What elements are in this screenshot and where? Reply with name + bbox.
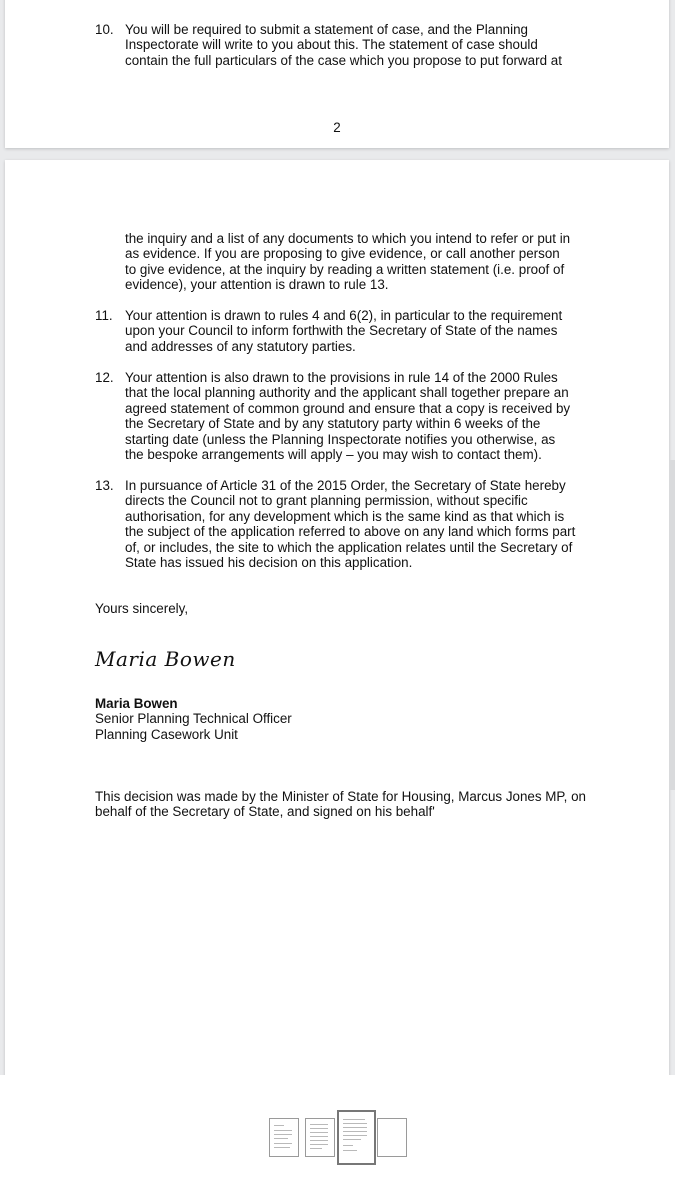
signatory-role: Senior Planning Technical Officer <box>95 711 292 726</box>
clause-number: 13. <box>95 478 114 493</box>
clause-12 <box>95 370 595 462</box>
signatory-name: Maria Bowen <box>95 696 178 711</box>
clause-13 <box>95 478 595 570</box>
clause-11 <box>95 308 595 354</box>
thumbnail-page-2[interactable] <box>305 1118 335 1157</box>
clause-text: You will be required to submit a statement of case, and the Planning Inspectorate will write to you about this. The statement of case should contain the full particulars of the case which you propose to put forward at <box>125 22 562 68</box>
clause-text: Your attention is drawn to rules 4 and 6(2), in particular to the requirement upon your Council to inform forthwith the Secretary of State of the names and addresses of any statutory parties. <box>125 308 563 354</box>
continuation-paragraph: the inquiry and a list of any documents to which you intend to refer or put in as evidence. If you are proposing to give evidence, or call another person to give evidence, at the inquiry by reading a written statement (i.e. proof of evidence), your attention is drawn to rule 13. <box>125 231 571 293</box>
clause-number: 10. <box>95 22 114 37</box>
clause-10 <box>95 22 595 68</box>
page-number: 2 <box>333 120 341 135</box>
clause-text: Your attention is also drawn to the provisions in rule 14 of the 2000 Rules that the local planning authority and the applicant shall together prepare an agreed statement of common ground and ensure that a copy is received by the Secretary of State and by any statutory party within 6 weeks of the starting date (unless the Planning Inspectorate notifies you otherwise, as the bespoke arrangements will apply – you may wish to contact them). <box>125 370 571 463</box>
thumbnail-page-3[interactable] <box>337 1110 376 1165</box>
handwritten-signature: Maria Bowen <box>95 647 236 671</box>
thumbnail-page-1[interactable] <box>269 1118 299 1157</box>
closing-salutation: Yours sincerely, <box>95 601 189 616</box>
page-thumbnail-strip <box>0 1075 675 1200</box>
scrollbar[interactable] <box>669 460 675 790</box>
page-3 <box>5 160 669 1075</box>
clause-number: 11. <box>95 308 113 323</box>
clause-text: In pursuance of Article 31 of the 2015 Order, the Secretary of State hereby directs the Council not to grant planning permission, without specific authorisation, for any development which is the same kind as that which is the subject of the application referred to above on any land which forms part of, or includes, the site to which the application relates until the Secretary of State has issued his decision on this application. <box>125 478 576 571</box>
page-2 <box>5 0 669 148</box>
decision-note: This decision was made by the Minister of State for Housing, Marcus Jones MP, on behalf of the Secretary of State, and signed on his behalf' <box>95 789 586 820</box>
signatory-unit: Planning Casework Unit <box>95 727 238 742</box>
thumbnail-page-4[interactable] <box>377 1118 407 1157</box>
clause-number: 12. <box>95 370 114 385</box>
